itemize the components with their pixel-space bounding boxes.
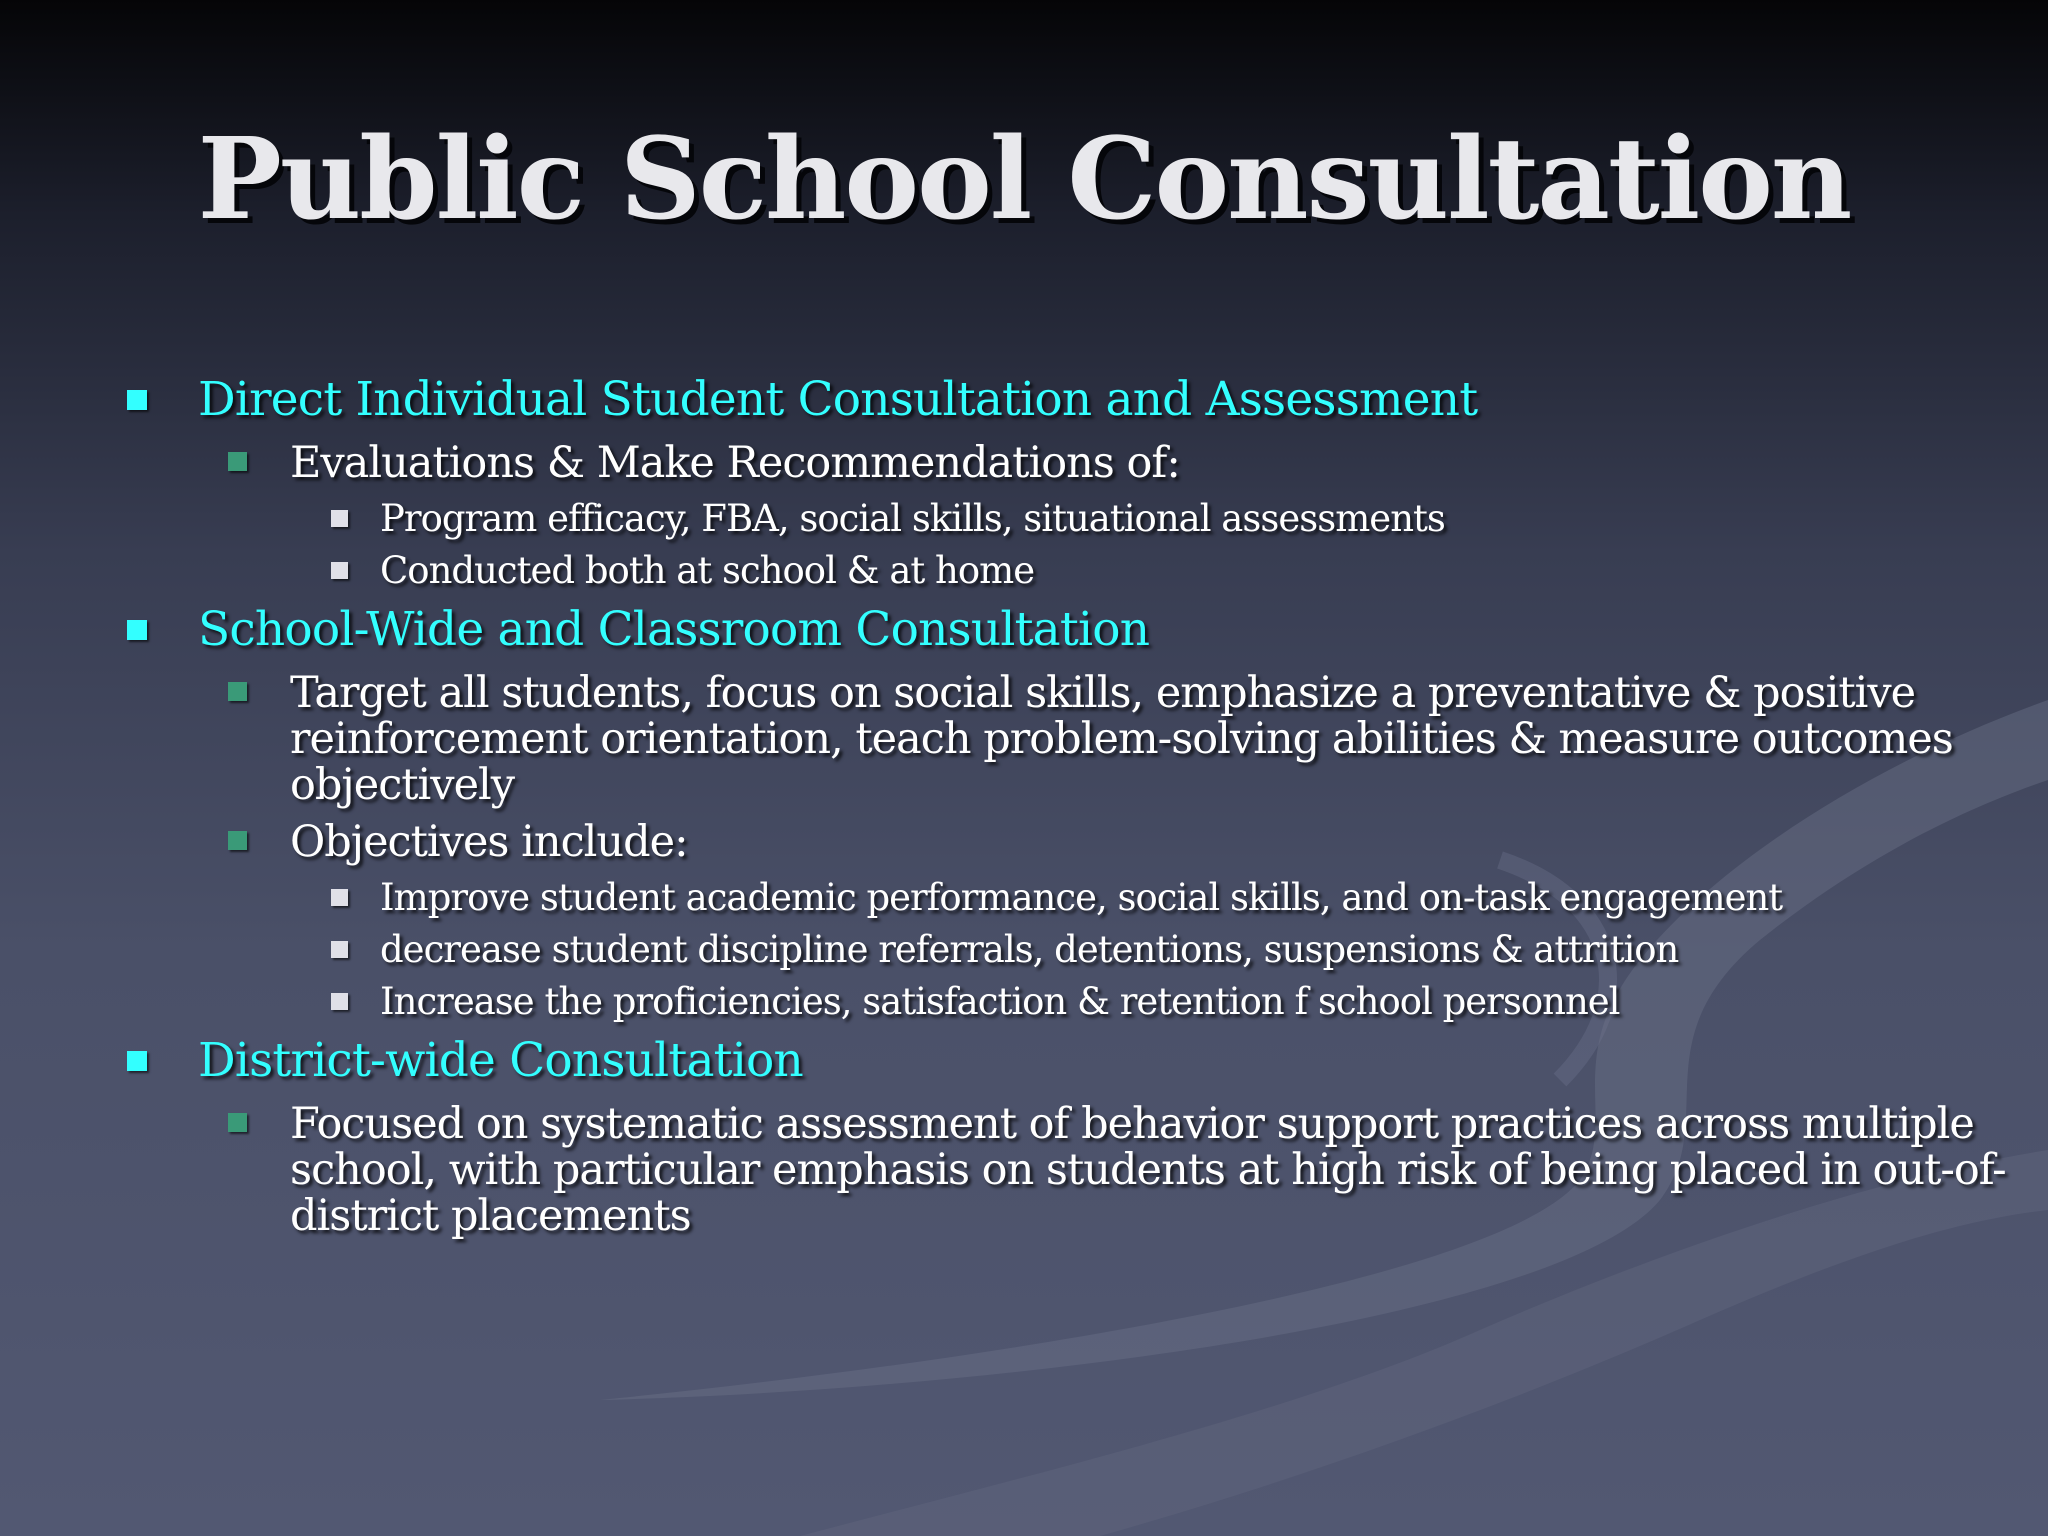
square-bullet-icon bbox=[331, 993, 348, 1010]
list-item-text-line: objectively bbox=[290, 760, 515, 810]
list-item-text-line: school, with particular emphasis on students at high risk of being placed in out-of- bbox=[290, 1145, 2006, 1195]
square-bullet-icon bbox=[127, 620, 147, 640]
list-item-text-line: Target all students, focus on social skills, emphasize a preventative & positive bbox=[290, 668, 1916, 718]
list-item-text-line: reinforcement orientation, teach problem-solving abilities & measure outcomes bbox=[290, 714, 1953, 764]
square-bullet-icon bbox=[228, 1113, 247, 1132]
list-item-text: Evaluations & Make Recommendations of: bbox=[290, 438, 1180, 488]
sub-list-item-text: Increase the proficiencies, satisfaction & retention f school personnel bbox=[380, 980, 1620, 1023]
square-bullet-icon bbox=[127, 1051, 147, 1071]
sub-list-item-text: Program efficacy, FBA, social skills, situational assessments bbox=[380, 497, 1445, 540]
list-item-text-line: district placements bbox=[290, 1191, 691, 1241]
square-bullet-icon bbox=[127, 390, 147, 410]
sub-list-item-text: Improve student academic performance, social skills, and on-task engagement bbox=[380, 876, 1783, 919]
section-heading-text: Direct Individual Student Consultation and Assessment bbox=[198, 372, 1478, 427]
slide-title: Public School Consultation bbox=[197, 114, 1851, 245]
sub-list-item-text: Conducted both at school & at home bbox=[380, 549, 1035, 592]
square-bullet-icon bbox=[331, 941, 348, 958]
square-bullet-icon bbox=[228, 452, 247, 471]
sub-list-item-text: decrease student discipline referrals, detentions, suspensions & attrition bbox=[380, 928, 1679, 971]
section-heading-text: School-Wide and Classroom Consultation bbox=[198, 602, 1150, 657]
square-bullet-icon bbox=[228, 831, 247, 850]
square-bullet-icon bbox=[331, 889, 348, 906]
square-bullet-icon bbox=[228, 682, 247, 701]
section-heading-text: District-wide Consultation bbox=[198, 1033, 803, 1088]
list-item-text-line: Focused on systematic assessment of behavior support practices across multiple bbox=[290, 1099, 1974, 1149]
square-bullet-icon bbox=[331, 510, 348, 527]
square-bullet-icon bbox=[331, 562, 348, 579]
list-item-text: Objectives include: bbox=[290, 817, 688, 867]
